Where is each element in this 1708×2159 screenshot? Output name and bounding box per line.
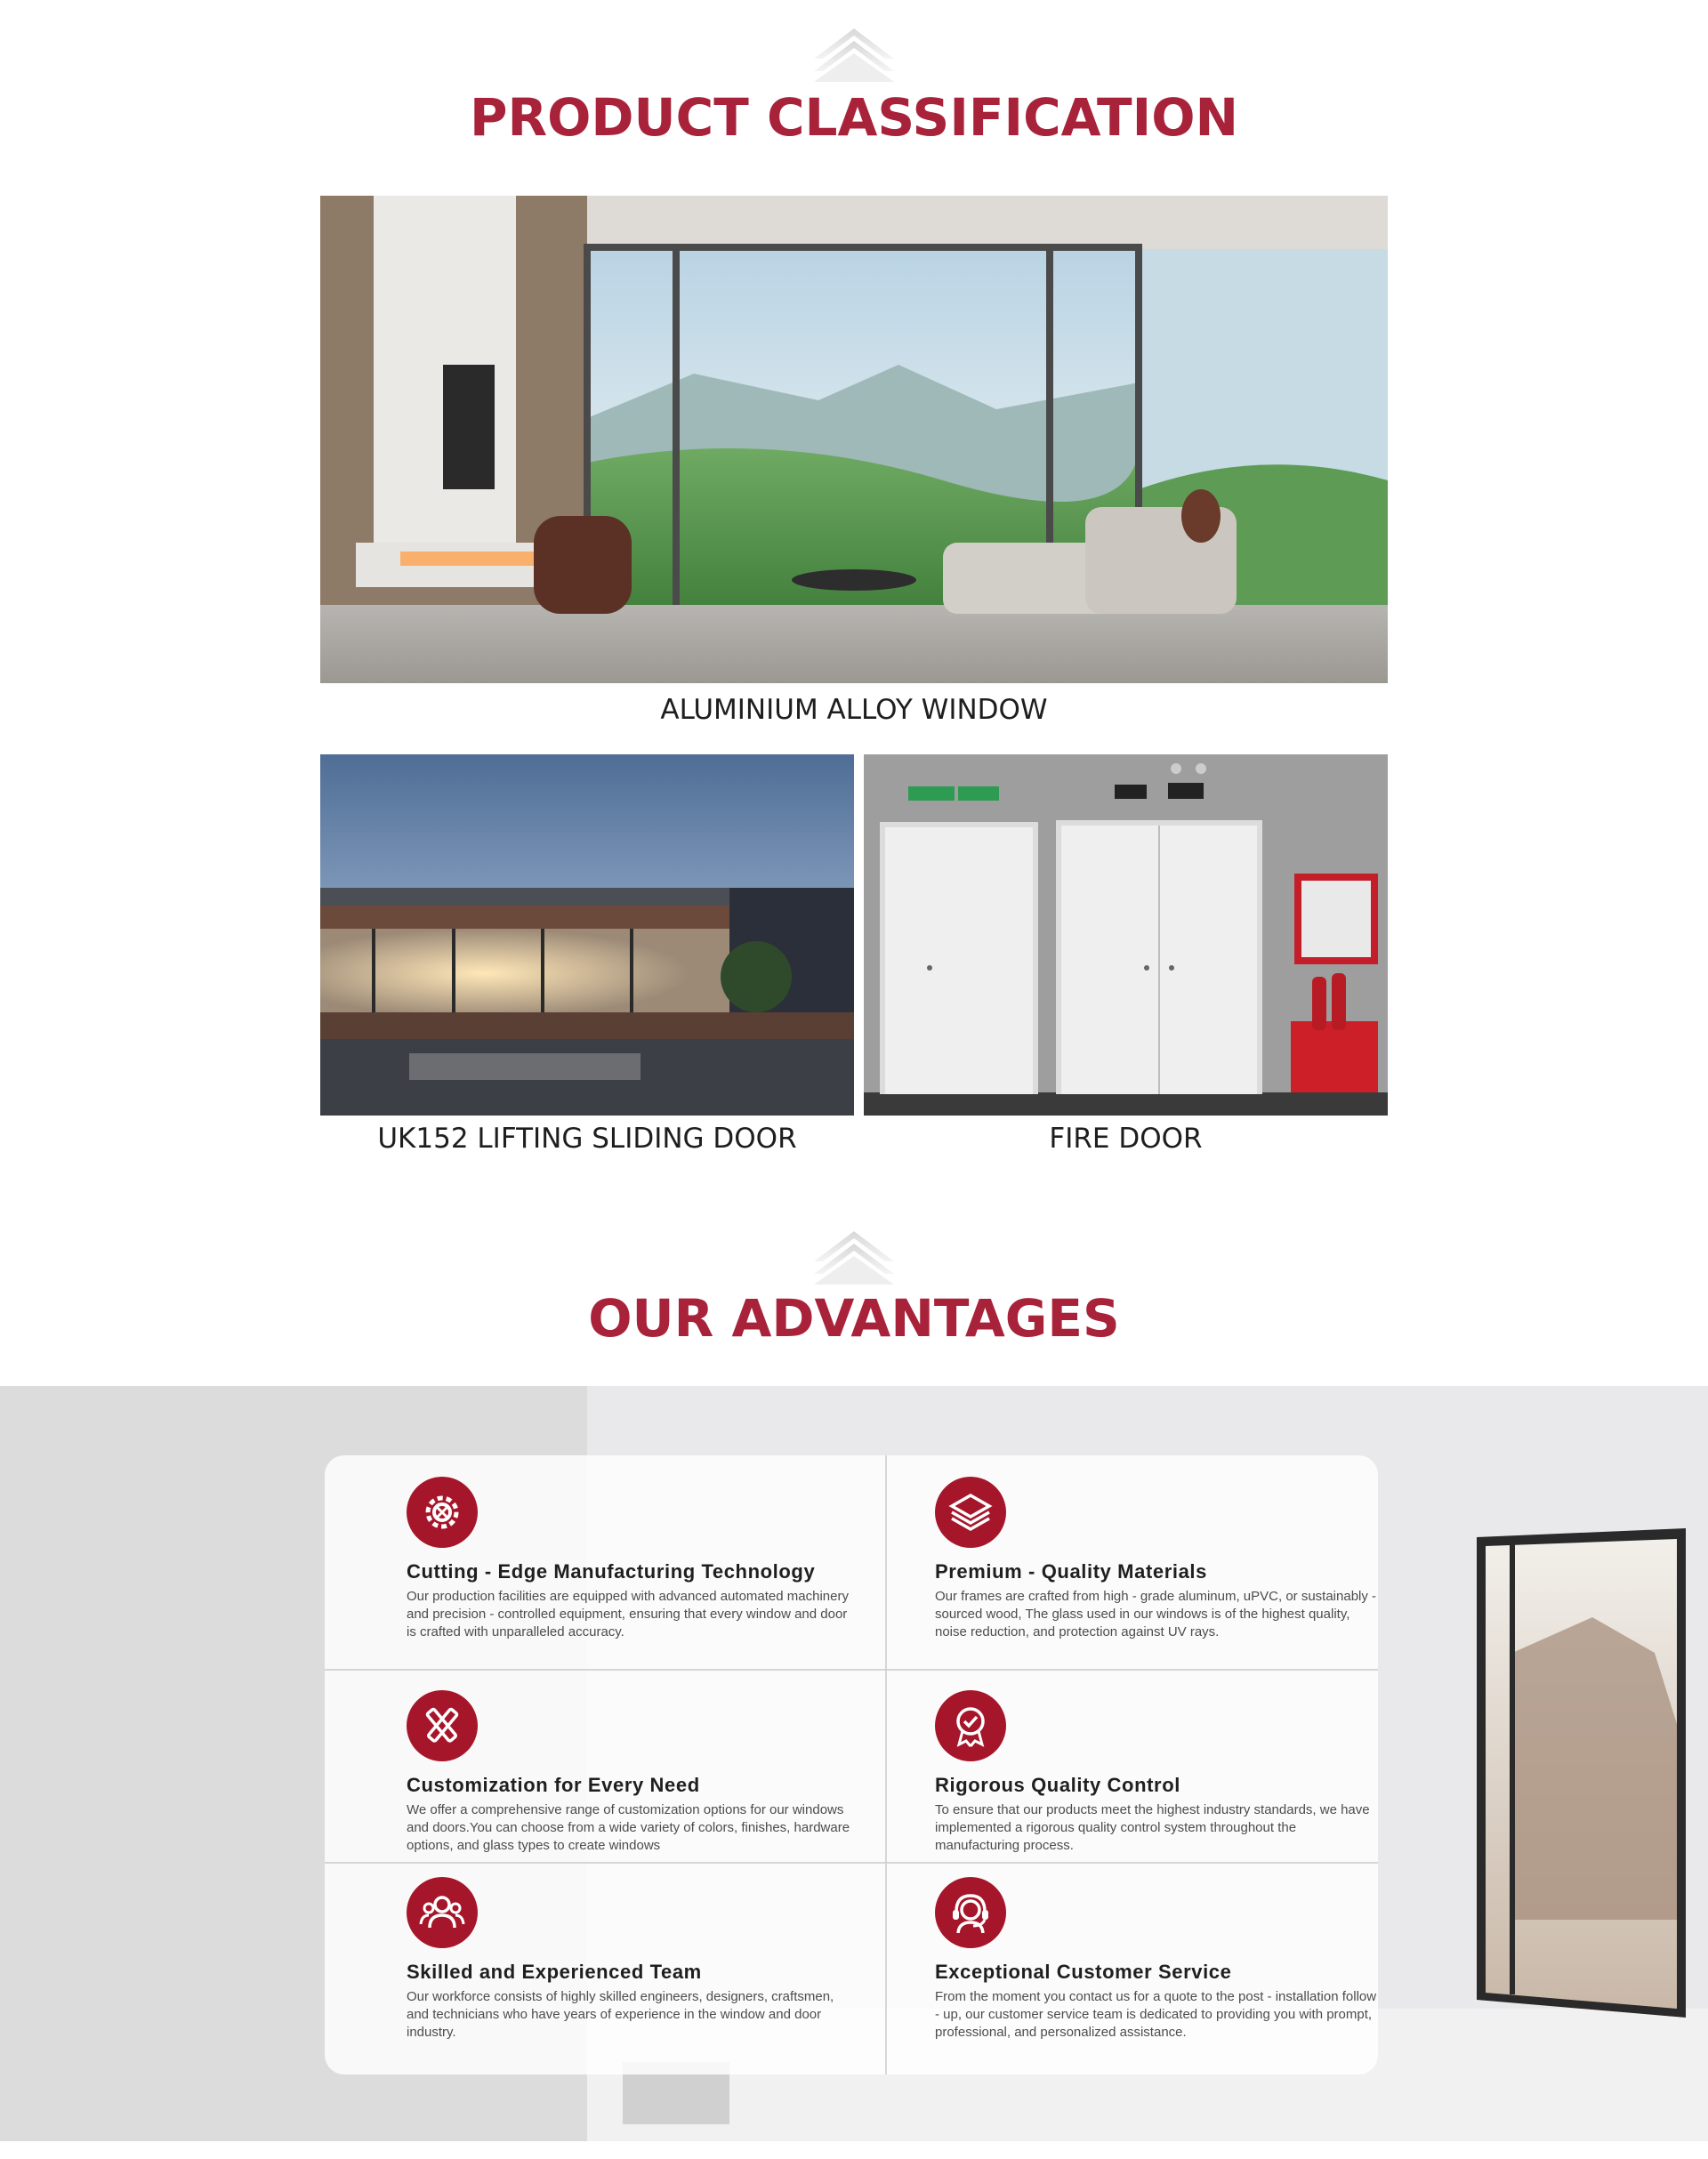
section-title-product-classification: PRODUCT CLASSIFICATION	[469, 87, 1239, 148]
chevron-up-decoration-icon	[814, 1231, 894, 1285]
advantage-description: Our workforce consists of highly skilled engineers, designers, craftsmen, and technicians who have years of experience in the window and door industry.	[407, 1989, 834, 2040]
advantage-title: Cutting - Edge Manufacturing Technology	[407, 1560, 816, 1583]
advantage-title: Exceptional Customer Service	[935, 1961, 1232, 1983]
advantage-card-team	[407, 1877, 869, 2042]
aluminium-window-image[interactable]	[320, 196, 1388, 683]
advantage-title: Skilled and Experienced Team	[407, 1961, 702, 1983]
product-caption-sliding-door[interactable]: UK152 LIFTING SLIDING DOOR	[377, 1123, 797, 1155]
section-title-our-advantages: OUR ADVANTAGES	[588, 1288, 1120, 1349]
advantages-divider-horizontal	[325, 1862, 1378, 1864]
advantage-description: Our production facilities are equipped with advanced automated machinery and precision - controlled equipment, ensuring that every window and door is crafted with unparalleled accuracy.	[407, 1589, 849, 1639]
advantages-divider-horizontal	[325, 1669, 1378, 1671]
advantage-card-quality-control	[935, 1690, 1398, 1855]
advantage-card-manufacturing	[407, 1477, 869, 1641]
chevron-up-decoration-icon	[814, 28, 894, 82]
fire-door-image[interactable]	[864, 754, 1388, 1116]
quality-badge-icon	[935, 1690, 1006, 1761]
advantage-title: Rigorous Quality Control	[935, 1774, 1180, 1796]
advantage-description: We offer a comprehensive range of customization options for our windows and doors.You can choose from a wide variety of colors, finishes, hardware options, and glass types to create windows	[407, 1802, 850, 1853]
advantages-divider-vertical	[885, 1455, 887, 2074]
advantage-title: Customization for Every Need	[407, 1774, 700, 1796]
advantage-title: Premium - Quality Materials	[935, 1560, 1207, 1583]
pencil-ruler-icon	[407, 1690, 478, 1761]
advantage-card-materials	[935, 1477, 1398, 1641]
advantage-card-customization	[407, 1690, 869, 1855]
gear-tools-icon	[407, 1477, 478, 1548]
product-caption-aluminium-window[interactable]: ALUMINIUM ALLOY WINDOW	[660, 694, 1048, 726]
advantage-card-customer-service	[935, 1877, 1398, 2042]
layers-icon	[935, 1477, 1006, 1548]
advantage-description: To ensure that our products meet the highest industry standards, we have implemented a rigorous quality control system throughout the manufacturing process.	[935, 1802, 1370, 1853]
advantage-description: Our frames are crafted from high - grade aluminum, uPVC, or sustainably - sourced wood, The glass used in our windows is of the highest quality, noise reduction, and protection against UV rays.	[935, 1589, 1377, 1639]
team-icon	[407, 1877, 478, 1948]
product-caption-fire-door[interactable]: FIRE DOOR	[1049, 1123, 1203, 1155]
advantage-description: From the moment you contact us for a quote to the post - installation follow - up, our customer service team is dedicated to providing you with prompt, professional, and personalized assistance.	[935, 1989, 1377, 2040]
sliding-door-image[interactable]	[320, 754, 854, 1116]
headset-agent-icon	[935, 1877, 1006, 1948]
